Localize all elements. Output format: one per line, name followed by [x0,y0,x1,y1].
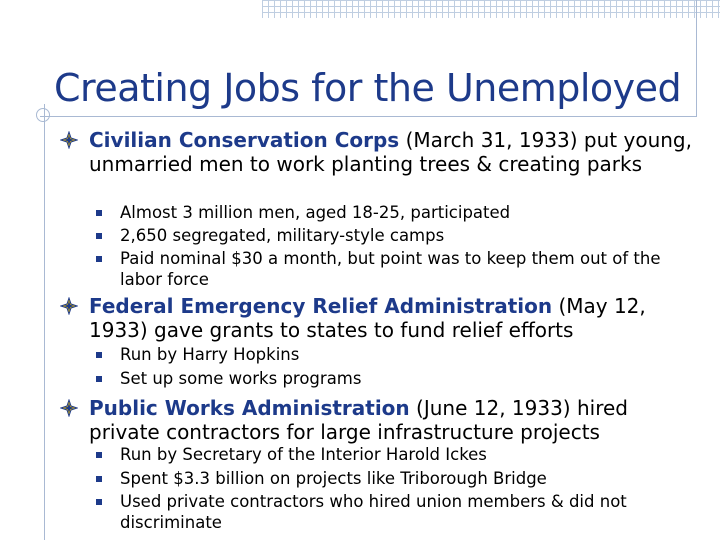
item-text: (June 12, 1933) hired private contractors for large infrastructure projects [89,396,628,444]
item-heading: Public Works Administration [89,396,410,420]
square-bullet-icon [96,352,102,358]
sub-bullet-item [96,368,706,390]
square-bullet-icon [96,233,102,239]
sub-bullet-item [96,491,706,533]
sub-bullet-item [96,444,706,466]
square-bullet-icon [96,210,102,216]
grid-decoration [262,0,720,18]
diamond-star-bullet-icon [60,131,78,149]
diamond-star-bullet-icon [60,297,78,315]
decorative-circle [36,108,50,122]
sub-bullet-text: Paid nominal $30 a month, but point was to keep them out of the labor force [120,249,661,289]
sub-bullet-item [96,344,706,366]
square-bullet-icon [96,256,102,262]
item-text: (March 31, 1933) put young, unmarried men to work planting trees & creating parks [89,128,692,176]
sub-bullet-text: Run by Secretary of the Interior Harold Ickes [120,445,487,464]
item-text: (May 12, 1933) gave grants to states to fund relief efforts [89,294,646,342]
sub-bullet-text: Almost 3 million men, aged 18-25, participated [120,203,511,222]
sub-bullet-text: Used private contractors who hired union members & did not discriminate [120,492,627,532]
sub-bullet-item [96,225,706,247]
sub-bullet-item [96,248,706,290]
title-underline [40,116,696,117]
square-bullet-icon [96,499,102,505]
decorative-line [696,0,697,117]
square-bullet-icon [96,452,102,458]
square-bullet-icon [96,376,102,382]
sub-bullet-text: Run by Harry Hopkins [120,345,300,364]
item-heading: Civilian Conservation Corps [89,128,400,152]
sub-bullet-item [96,202,706,224]
sub-bullet-text: Set up some works programs [120,369,362,388]
bullet-item [60,128,700,176]
bullet-item [60,396,700,444]
decorative-line [44,104,45,540]
sub-bullet-text: 2,650 segregated, military-style camps [120,226,445,245]
sub-bullet-item [96,468,706,490]
item-heading: Federal Emergency Relief Administration [89,294,553,318]
diamond-star-bullet-icon [60,399,78,417]
square-bullet-icon [96,476,102,482]
bullet-item [60,294,700,342]
slide-title: Creating Jobs for the Unemployed [54,66,682,110]
sub-bullet-text: Spent $3.3 billion on projects like Triborough Bridge [120,469,547,488]
